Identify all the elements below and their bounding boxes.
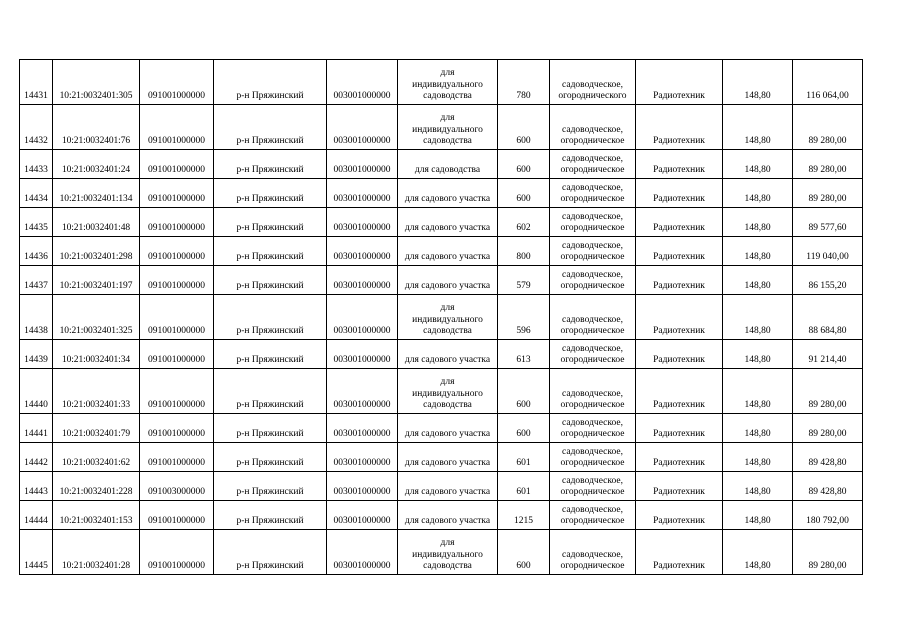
specific-value: 148,80: [723, 179, 793, 208]
table-row: [20, 501, 863, 530]
oktmo-code: 003001000000: [327, 530, 398, 575]
cadastral-number: 10:21:0032401:24: [53, 150, 140, 179]
specific-value: 148,80: [723, 105, 793, 150]
permitted-use-line: садоводства: [423, 326, 472, 337]
land-category-line: садоводческое,: [562, 211, 623, 222]
permitted-use: [398, 472, 498, 501]
permitted-use-line: для: [440, 113, 455, 124]
land-category: [550, 105, 636, 150]
row-number: 14441: [20, 414, 53, 443]
cadastral-number: 10:21:0032401:62: [53, 443, 140, 472]
okato-code: 091001000000: [140, 369, 214, 414]
permitted-use: [398, 501, 498, 530]
land-category: [550, 150, 636, 179]
area: 600: [498, 369, 550, 414]
district: р-н Пряжинский: [214, 340, 327, 369]
permitted-use: [398, 443, 498, 472]
area: 602: [498, 208, 550, 237]
oktmo-code: 003001000000: [327, 60, 398, 105]
row-number: 14434: [20, 179, 53, 208]
specific-value: 148,80: [723, 295, 793, 340]
cadastral-value: 89 280,00: [793, 530, 863, 575]
specific-value: 148,80: [723, 530, 793, 575]
table-row: [20, 237, 863, 266]
okato-code: 091001000000: [140, 237, 214, 266]
land-category: [550, 208, 636, 237]
district: р-н Пряжинский: [214, 530, 327, 575]
okato-code: 091001000000: [140, 501, 214, 530]
table-row: [20, 150, 863, 179]
area: 600: [498, 150, 550, 179]
permitted-use: [398, 266, 498, 295]
table-row: [20, 179, 863, 208]
permitted-use-line: для садоводства: [414, 165, 481, 176]
land-category-line: садоводческое,: [562, 153, 623, 164]
row-number: 14442: [20, 443, 53, 472]
area: 613: [498, 340, 550, 369]
cadastral-number: 10:21:0032401:325: [53, 295, 140, 340]
land-category: [550, 237, 636, 266]
land-category-line: садоводческое,: [562, 549, 623, 560]
okato-code: 091001000000: [140, 179, 214, 208]
locality: Радиотехник: [636, 105, 723, 150]
oktmo-code: 003001000000: [327, 443, 398, 472]
row-number: 14438: [20, 295, 53, 340]
row-number: 14439: [20, 340, 53, 369]
cadastral-value: 89 280,00: [793, 414, 863, 443]
locality: Радиотехник: [636, 472, 723, 501]
specific-value: 148,80: [723, 369, 793, 414]
permitted-use-line: садоводства: [423, 91, 472, 102]
land-category: [550, 295, 636, 340]
area: 596: [498, 295, 550, 340]
permitted-use-line: индивидуального: [412, 79, 483, 90]
locality: Радиотехник: [636, 414, 723, 443]
land-category-line: садоводческое,: [562, 343, 623, 354]
locality: Радиотехник: [636, 295, 723, 340]
area: 1215: [498, 501, 550, 530]
permitted-use: [398, 369, 498, 414]
district: р-н Пряжинский: [214, 208, 327, 237]
land-category-line: садоводческое,: [562, 417, 623, 428]
table-row: [20, 530, 863, 575]
land-category: [550, 266, 636, 295]
permitted-use-line: для садового участка: [404, 516, 491, 527]
cadastral-value: 119 040,00: [793, 237, 863, 266]
land-category: [550, 179, 636, 208]
permitted-use-line: для: [440, 303, 455, 314]
cadastral-value: 89 280,00: [793, 150, 863, 179]
land-category-line: огородническое: [560, 400, 625, 411]
district: р-н Пряжинский: [214, 501, 327, 530]
specific-value: 148,80: [723, 443, 793, 472]
specific-value: 148,80: [723, 340, 793, 369]
land-category-line: садоводческое,: [562, 475, 623, 486]
oktmo-code: 003001000000: [327, 179, 398, 208]
specific-value: 148,80: [723, 266, 793, 295]
okato-code: 091003000000: [140, 472, 214, 501]
land-category: [550, 60, 636, 105]
permitted-use: [398, 60, 498, 105]
row-number: 14440: [20, 369, 53, 414]
land-category: [550, 501, 636, 530]
cadastral-number: 10:21:0032401:228: [53, 472, 140, 501]
land-category-line: садоводческое,: [562, 388, 623, 399]
land-category-line: садоводческое,: [562, 446, 623, 457]
okato-code: 091001000000: [140, 340, 214, 369]
district: р-н Пряжинский: [214, 472, 327, 501]
land-category: [550, 414, 636, 443]
specific-value: 148,80: [723, 472, 793, 501]
land-category-line: огородническое: [560, 487, 625, 498]
okato-code: 091001000000: [140, 530, 214, 575]
permitted-use-line: индивидуального: [412, 124, 483, 135]
land-category-line: огородническое: [560, 516, 625, 527]
permitted-use-line: для: [440, 377, 455, 388]
table-row: [20, 443, 863, 472]
district: р-н Пряжинский: [214, 295, 327, 340]
land-category-line: огородническое: [560, 252, 625, 263]
area: 800: [498, 237, 550, 266]
land-category-line: огородническое: [560, 223, 625, 234]
cadastral-value: 116 064,00: [793, 60, 863, 105]
okato-code: 091001000000: [140, 150, 214, 179]
land-category-line: огородническое: [560, 458, 625, 469]
specific-value: 148,80: [723, 150, 793, 179]
permitted-use: [398, 340, 498, 369]
locality: Радиотехник: [636, 179, 723, 208]
row-number: 14433: [20, 150, 53, 179]
cadastral-number: 10:21:0032401:134: [53, 179, 140, 208]
locality: Радиотехник: [636, 60, 723, 105]
land-category: [550, 443, 636, 472]
land-category: [550, 472, 636, 501]
permitted-use-line: для садового участка: [404, 194, 491, 205]
permitted-use: [398, 150, 498, 179]
locality: Радиотехник: [636, 369, 723, 414]
cadastral-number: 10:21:0032401:48: [53, 208, 140, 237]
land-category-line: огородническое: [560, 326, 625, 337]
land-category-line: огородническое: [560, 429, 625, 440]
land-category-line: огородническое: [560, 165, 625, 176]
table-row: [20, 208, 863, 237]
cadastral-value: 89 280,00: [793, 179, 863, 208]
cadastral-value: 180 792,00: [793, 501, 863, 530]
permitted-use-line: для: [440, 68, 455, 79]
cadastral-value: 89 428,80: [793, 472, 863, 501]
permitted-use-line: садоводства: [423, 136, 472, 147]
table-row: [20, 414, 863, 443]
land-category-line: садоводческое,: [562, 240, 623, 251]
land-category-line: огородническое: [560, 281, 625, 292]
district: р-н Пряжинский: [214, 150, 327, 179]
table-row: [20, 369, 863, 414]
cadastral-value: 89 428,80: [793, 443, 863, 472]
permitted-use: [398, 530, 498, 575]
area: 600: [498, 530, 550, 575]
permitted-use-line: для садового участка: [404, 252, 491, 263]
land-category-line: садоводческое,: [562, 79, 623, 90]
permitted-use-line: садоводства: [423, 561, 472, 572]
row-number: 14445: [20, 530, 53, 575]
specific-value: 148,80: [723, 501, 793, 530]
row-number: 14436: [20, 237, 53, 266]
permitted-use: [398, 295, 498, 340]
oktmo-code: 003001000000: [327, 237, 398, 266]
row-number: 14444: [20, 501, 53, 530]
row-number: 14432: [20, 105, 53, 150]
okato-code: 091001000000: [140, 443, 214, 472]
district: р-н Пряжинский: [214, 179, 327, 208]
oktmo-code: 003001000000: [327, 150, 398, 179]
table-row: [20, 266, 863, 295]
permitted-use-line: для садового участка: [404, 458, 491, 469]
district: р-н Пряжинский: [214, 105, 327, 150]
land-category-line: садоводческое,: [562, 504, 623, 515]
oktmo-code: 003001000000: [327, 295, 398, 340]
table-row: [20, 472, 863, 501]
okato-code: 091001000000: [140, 208, 214, 237]
land-parcels-table: [19, 59, 863, 575]
cadastral-number: 10:21:0032401:305: [53, 60, 140, 105]
district: р-н Пряжинский: [214, 414, 327, 443]
district: р-н Пряжинский: [214, 369, 327, 414]
permitted-use: [398, 414, 498, 443]
oktmo-code: 003001000000: [327, 266, 398, 295]
table-row: [20, 340, 863, 369]
district: р-н Пряжинский: [214, 443, 327, 472]
oktmo-code: 003001000000: [327, 472, 398, 501]
area: 600: [498, 179, 550, 208]
land-category: [550, 369, 636, 414]
row-number: 14431: [20, 60, 53, 105]
row-number: 14437: [20, 266, 53, 295]
permitted-use-line: индивидуального: [412, 388, 483, 399]
row-number: 14443: [20, 472, 53, 501]
permitted-use-line: для садового участка: [404, 223, 491, 234]
locality: Радиотехник: [636, 530, 723, 575]
cadastral-value: 89 577,60: [793, 208, 863, 237]
cadastral-number: 10:21:0032401:76: [53, 105, 140, 150]
cadastral-value: 89 280,00: [793, 369, 863, 414]
cadastral-number: 10:21:0032401:153: [53, 501, 140, 530]
specific-value: 148,80: [723, 237, 793, 266]
oktmo-code: 003001000000: [327, 105, 398, 150]
land-category-line: огородническое: [560, 355, 625, 366]
area: 601: [498, 443, 550, 472]
area: 579: [498, 266, 550, 295]
permitted-use: [398, 105, 498, 150]
locality: Радиотехник: [636, 266, 723, 295]
table-body: [20, 60, 863, 575]
cadastral-value: 89 280,00: [793, 105, 863, 150]
permitted-use-line: индивидуального: [412, 314, 483, 325]
permitted-use: [398, 179, 498, 208]
permitted-use-line: для садового участка: [404, 429, 491, 440]
land-category-line: огородническое: [560, 136, 625, 147]
okato-code: 091001000000: [140, 414, 214, 443]
permitted-use-line: для: [440, 538, 455, 549]
okato-code: 091001000000: [140, 60, 214, 105]
land-category-line: огороднического: [558, 91, 627, 102]
oktmo-code: 003001000000: [327, 340, 398, 369]
permitted-use-line: для садового участка: [404, 355, 491, 366]
table-row: [20, 295, 863, 340]
oktmo-code: 003001000000: [327, 414, 398, 443]
district: р-н Пряжинский: [214, 266, 327, 295]
land-category-line: садоводческое,: [562, 124, 623, 135]
locality: Радиотехник: [636, 150, 723, 179]
land-category-line: огородническое: [560, 194, 625, 205]
land-category-line: садоводческое,: [562, 314, 623, 325]
cadastral-value: 88 684,80: [793, 295, 863, 340]
table-row: [20, 60, 863, 105]
oktmo-code: 003001000000: [327, 501, 398, 530]
okato-code: 091001000000: [140, 266, 214, 295]
okato-code: 091001000000: [140, 295, 214, 340]
land-category-line: огородническое: [560, 561, 625, 572]
locality: Радиотехник: [636, 208, 723, 237]
land-category-line: садоводческое,: [562, 269, 623, 280]
cadastral-number: 10:21:0032401:28: [53, 530, 140, 575]
permitted-use: [398, 208, 498, 237]
locality: Радиотехник: [636, 501, 723, 530]
permitted-use-line: садоводства: [423, 400, 472, 411]
district: р-н Пряжинский: [214, 60, 327, 105]
land-category: [550, 530, 636, 575]
cadastral-value: 86 155,20: [793, 266, 863, 295]
row-number: 14435: [20, 208, 53, 237]
permitted-use: [398, 237, 498, 266]
cadastral-number: 10:21:0032401:79: [53, 414, 140, 443]
land-category-line: садоводческое,: [562, 182, 623, 193]
area: 780: [498, 60, 550, 105]
area: 601: [498, 472, 550, 501]
cadastral-number: 10:21:0032401:197: [53, 266, 140, 295]
permitted-use-line: индивидуального: [412, 549, 483, 560]
cadastral-number: 10:21:0032401:298: [53, 237, 140, 266]
specific-value: 148,80: [723, 60, 793, 105]
locality: Радиотехник: [636, 443, 723, 472]
specific-value: 148,80: [723, 208, 793, 237]
locality: Радиотехник: [636, 340, 723, 369]
area: 600: [498, 414, 550, 443]
oktmo-code: 003001000000: [327, 369, 398, 414]
table-row: [20, 105, 863, 150]
land-category: [550, 340, 636, 369]
okato-code: 091001000000: [140, 105, 214, 150]
permitted-use-line: для садового участка: [404, 487, 491, 498]
cadastral-value: 91 214,40: [793, 340, 863, 369]
oktmo-code: 003001000000: [327, 208, 398, 237]
locality: Радиотехник: [636, 237, 723, 266]
specific-value: 148,80: [723, 414, 793, 443]
permitted-use-line: для садового участка: [404, 281, 491, 292]
cadastral-number: 10:21:0032401:33: [53, 369, 140, 414]
area: 600: [498, 105, 550, 150]
cadastral-number: 10:21:0032401:34: [53, 340, 140, 369]
district: р-н Пряжинский: [214, 237, 327, 266]
